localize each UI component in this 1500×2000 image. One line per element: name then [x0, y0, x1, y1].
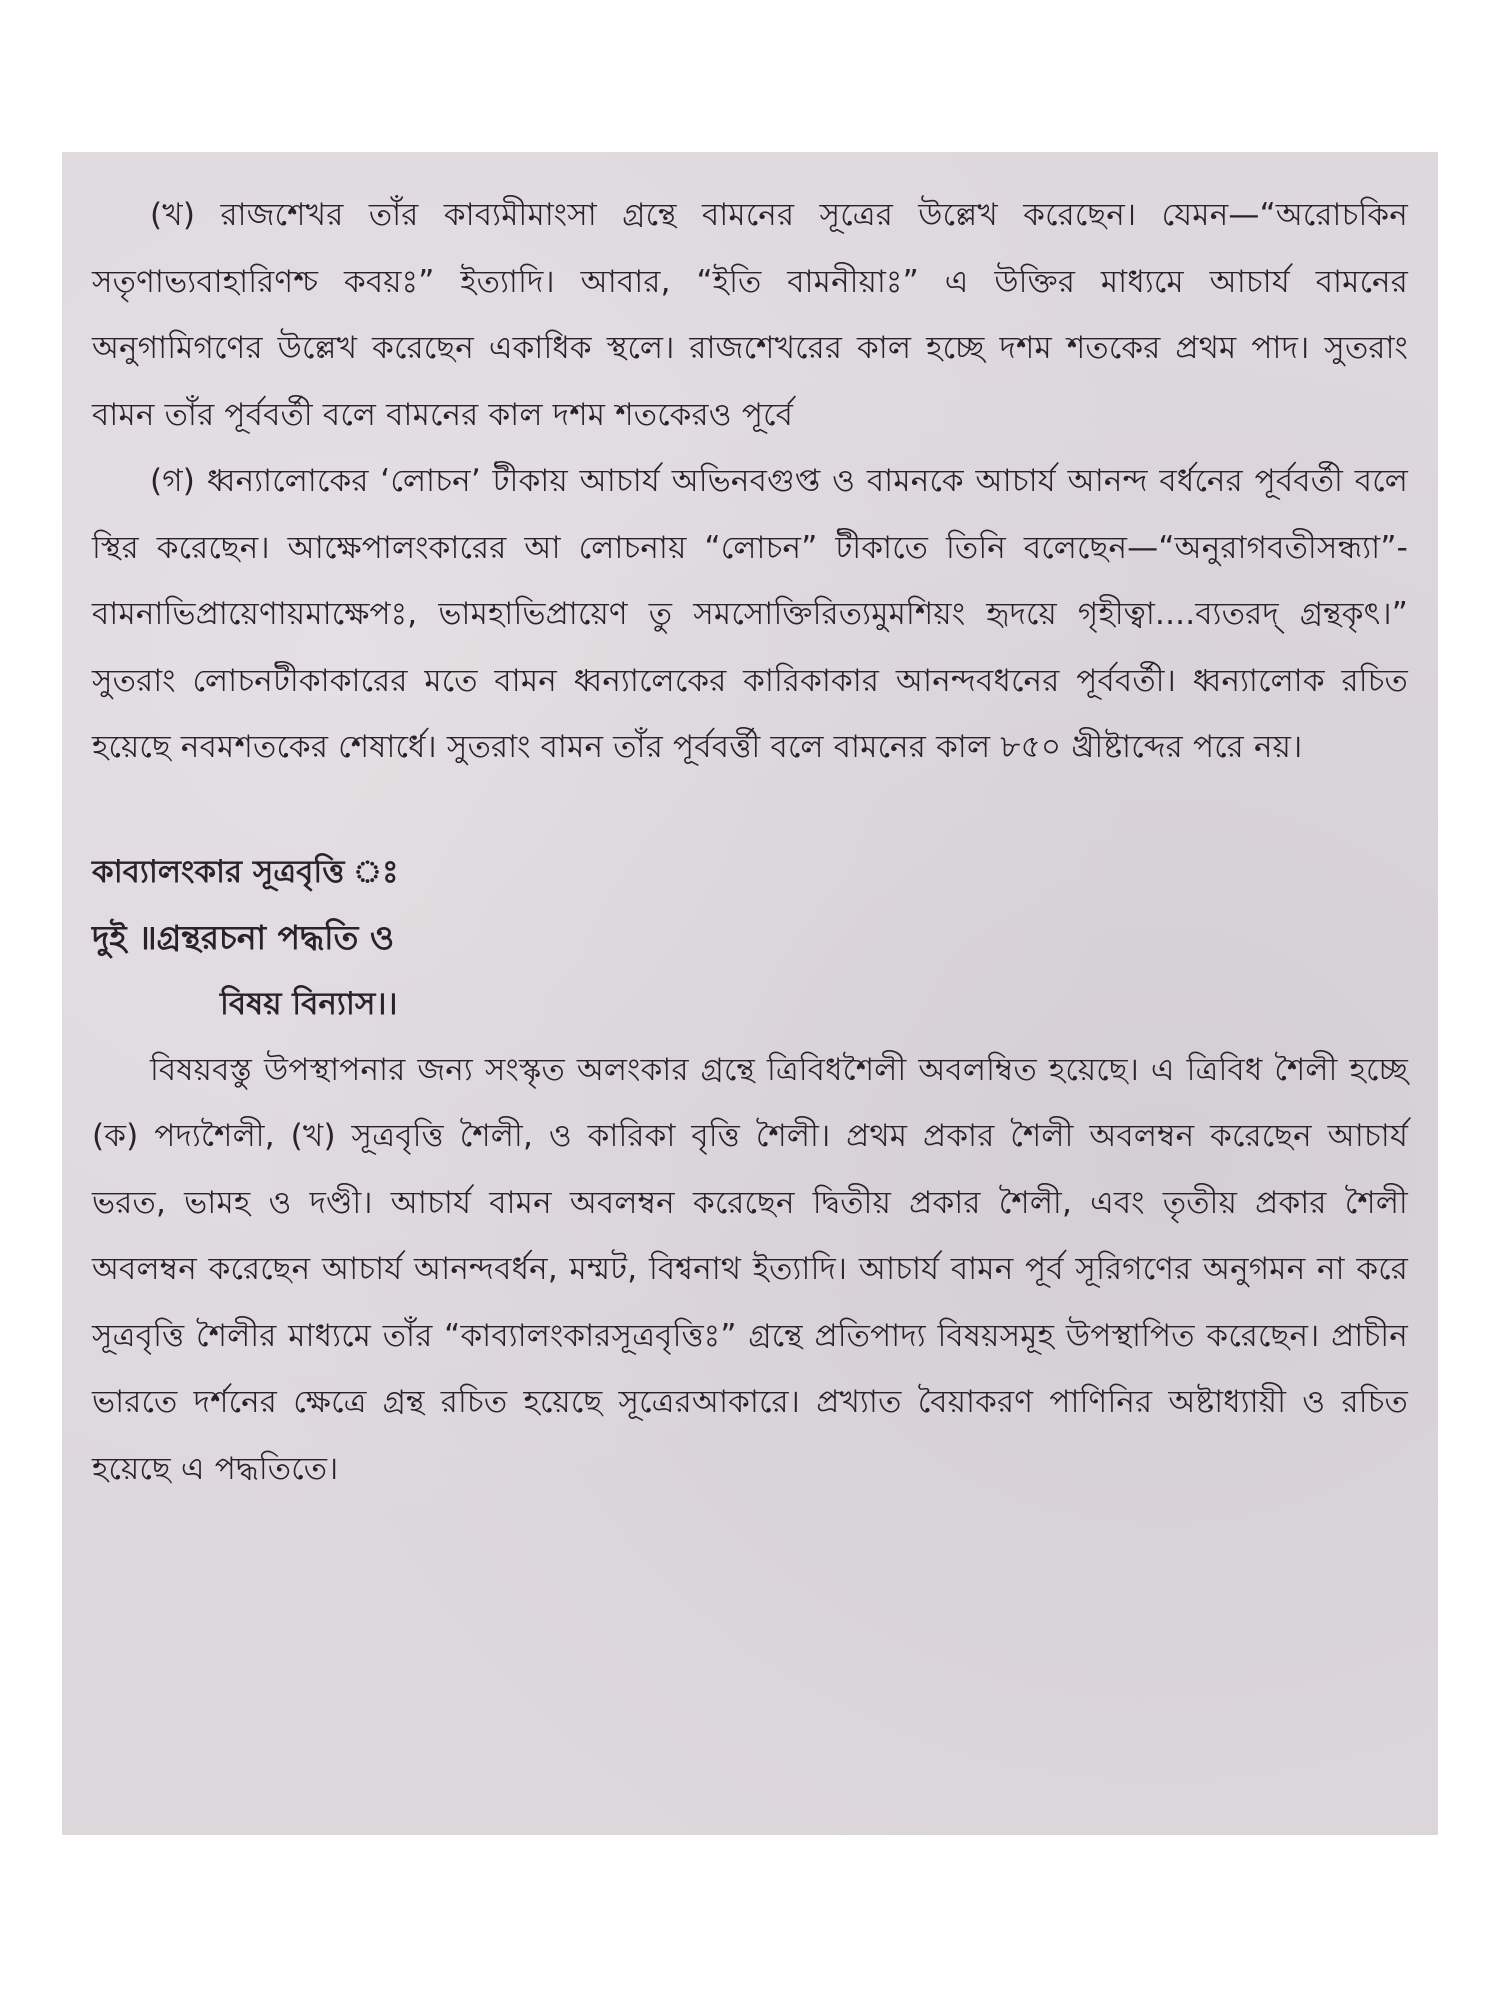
section-heading-subtitle: বিষয় বিন্যাস।।: [220, 985, 398, 1022]
paragraph-kha: (খ) রাজশেখর তাঁর কাব্যমীমাংসা গ্রন্থে বামনের সূত্রের উল্লেখ করেছেন। যেমন—“অরোচকিন সতৃণাভ্যবাহারিণশ্চ কবয়ঃ” ইত্যাদি। আবার, “ইতি বামনীয়াঃ” এ উক্তির মাধ্যমে আচার্য বামনের অনুগামিগণের উল্লেখ করেছেন একাধিক স্থলে। রাজশেখরের কাল হচ্ছে দশম শতকের প্রথম পাদ। সুতরাং বামন তাঁর পূর্ববর্তী বলে বামনের কাল দশম শতকেরও পূর্বে: [92, 197, 1408, 433]
section-heading-title: কাব্যালংকার সূত্রবৃত্তি ঃ: [92, 853, 399, 890]
scanned-page: [62, 152, 1438, 1835]
paragraph-body: বিষয়বস্তু উপস্থাপনার জন্য সংস্কৃত অলংকার গ্রন্থে ত্রিবিধশৈলী অবলম্বিত হয়েছে। এ ত্রিবিধ শৈলী হচ্ছে (ক) পদ্যশৈলী, (খ) সূত্রবৃত্তি শৈলী, ও কারিকা বৃত্তি শৈলী। প্রথম প্রকার শৈলী অবলম্বন করেছেন আচার্য ভরত, ভামহ ও দণ্ডী। আচার্য বামন অবলম্বন করেছেন দ্বিতীয় প্রকার শৈলী, এবং তৃতীয় প্রকার শৈলী অবলম্বন করেছেন আচার্য আনন্দবর্ধন, মম্মট, বিশ্বনাথ ইত্যাদি। আচার্য বামন পূর্ব সূরিগণের অনুগমন না করে সূত্রবৃত্তি শৈলীর মাধ্যমে তাঁর “কাব্যালংকারসূত্রবৃত্তিঃ” গ্রন্থে প্রতিপাদ্য বিষয়সমূহ উপস্থাপিত করেছেন। প্রাচীন ভারতে দর্শনের ক্ষেত্রে গ্রন্থ রচিত হয়েছে সূত্রেরআকারে। প্রখ্যাত বৈয়াকরণ পাণিনির অষ্টাধ্যায়ী ও রচিত হয়েছে এ পদ্ধতিতে।: [92, 1051, 1408, 1487]
paragraph-ga: (গ) ধ্বন্যালোকের ‘লোচন’ টীকায় আচার্য অভিনবগুপ্ত ও বামনকে আচার্য আনন্দ বর্ধনের পূর্ববর্তী বলে স্থির করেছেন। আক্ষেপালংকারের আ লোচনায় “লোচন” টীকাতে তিনি বলেছেন—“অনুরাগবতীসন্ধ্যা”-বামনাভিপ্রায়েণায়মাক্ষেপঃ, ভামহাভিপ্রায়েণ তু সমসোক্তিরিত্যমুমশিয়ং হৃদয়ে গৃহীত্বা....ব্যতরদ্ গ্রন্থকৃৎ।” সুতরাং লোচনটীকাকারের মতে বামন ধ্বন্যালেকের কারিকাকার আনন্দবধনের পূর্ববর্তী। ধ্বন্যালোক রচিত হয়েছে নবমশতকের শেষার্ধে। সুতরাং বামন তাঁর পূর্ববর্ত্তী বলে বামনের কাল ৮৫০ খ্রীষ্টাব্দের পরে নয়।: [92, 463, 1408, 765]
section-heading-chapter: দুই ॥গ্রন্থরচনা পদ্ধতি ও: [92, 917, 395, 957]
section-spacer: [92, 781, 1408, 839]
